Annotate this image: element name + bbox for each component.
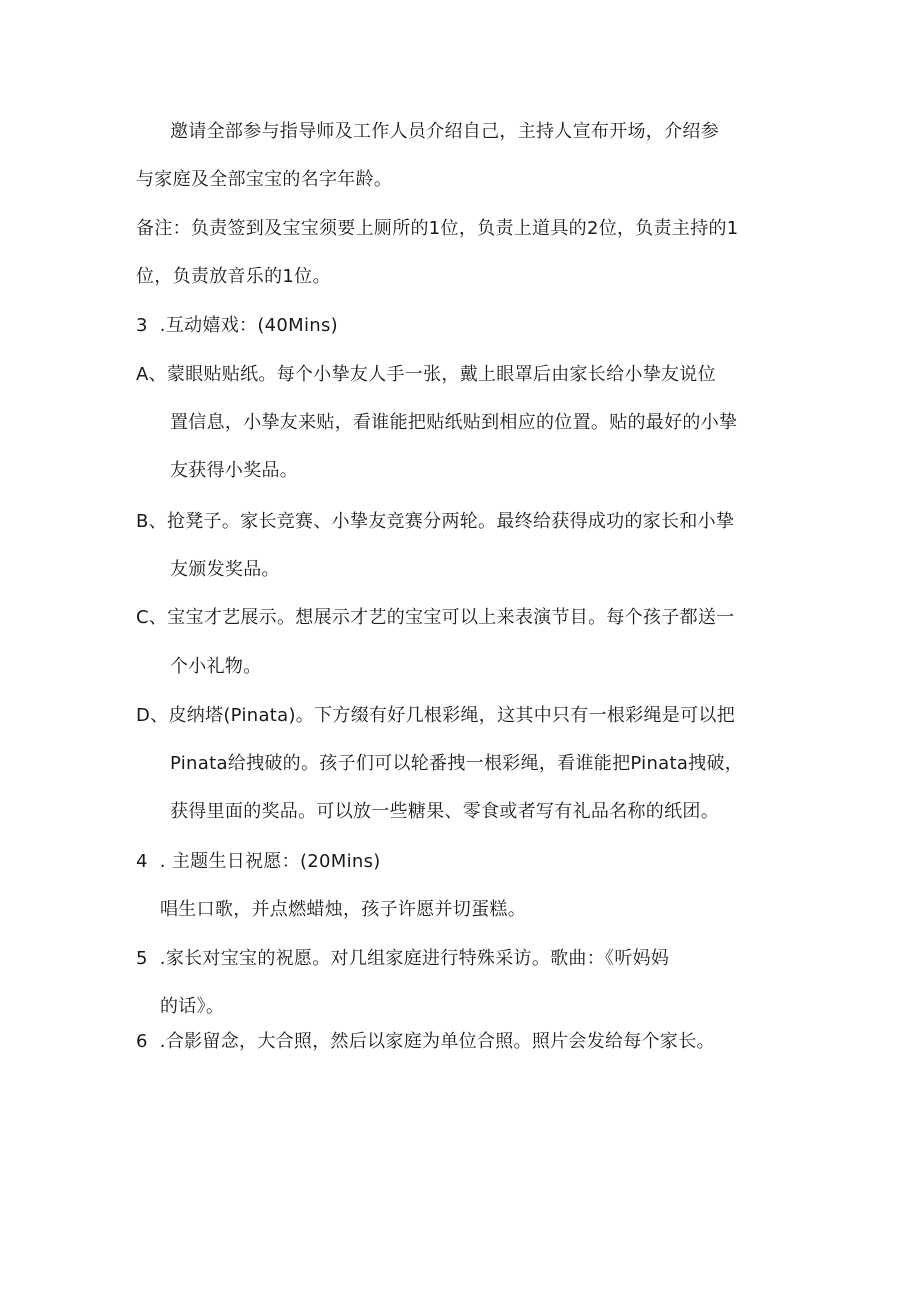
section-5-line-2: 的话》。 [160,996,225,1017]
note-line-1: 备注：负责签到及宝宝须要上厕所的1位，负责上道具的2位，负责主持的1 [136,218,739,239]
item-d-line-3: 获得里面的奖品。可以放一些糖果、零食或者写有礼品名称的纸团。 [170,801,719,822]
item-c-line-2: 个小礼物。 [170,656,262,677]
intro-paragraph-line-2: 与家庭及全部宝宝的名字年龄。 [136,169,393,190]
item-a-line-2: 置信息，小挚友来贴，看谁能把贴纸贴到相应的位置。贴的最好的小挚 [170,412,738,433]
section-3-heading: 3 .互动嬉戏：(40Mins) [136,315,338,336]
item-a-line-3: 友获得小奖品。 [170,460,299,481]
item-d-line-1: D、皮纳塔(Pinata)。下方缀有好几根彩绳，这其中只有一根彩绳是可以把 [136,705,735,726]
intro-paragraph-line-1: 邀请全部参与指导师及工作人员介绍自己，主持人宣布开场，介绍参 [170,121,719,142]
section-4-heading: 4 . 主题生日祝愿：(20Mins) [136,851,381,872]
section-4-body: 唱生口歌，并点燃蜡烛，孩子许愿并切蛋糕。 [160,899,526,920]
note-line-2: 位，负责放音乐的1位。 [136,266,331,287]
item-b-line-1: B、抢凳子。家长竞赛、小挚友竞赛分两轮。最终给获得成功的家长和小挚 [136,511,735,532]
item-a-line-1: A、蒙眼贴贴纸。每个小挚友人手一张，戴上眼罩后由家长给小挚友说位 [136,364,716,385]
item-c-line-1: C、宝宝才艺展示。想展示才艺的宝宝可以上来表演节目。每个孩子都送一 [136,607,735,628]
item-d-line-2: Pinata给拽破的。孩子们可以轮番拽一根彩绳，看谁能把Pinata拽破， [170,753,744,774]
item-b-line-2: 友颁发奖品。 [170,559,280,580]
section-5-line-1: 5 .家长对宝宝的祝愿。对几组家庭进行特殊采访。歌曲：《听妈妈 [136,948,670,969]
section-6-line-1: 6 .合影留念，大合照，然后以家庭为单位合照。照片会发给每个家长。 [136,1031,715,1052]
